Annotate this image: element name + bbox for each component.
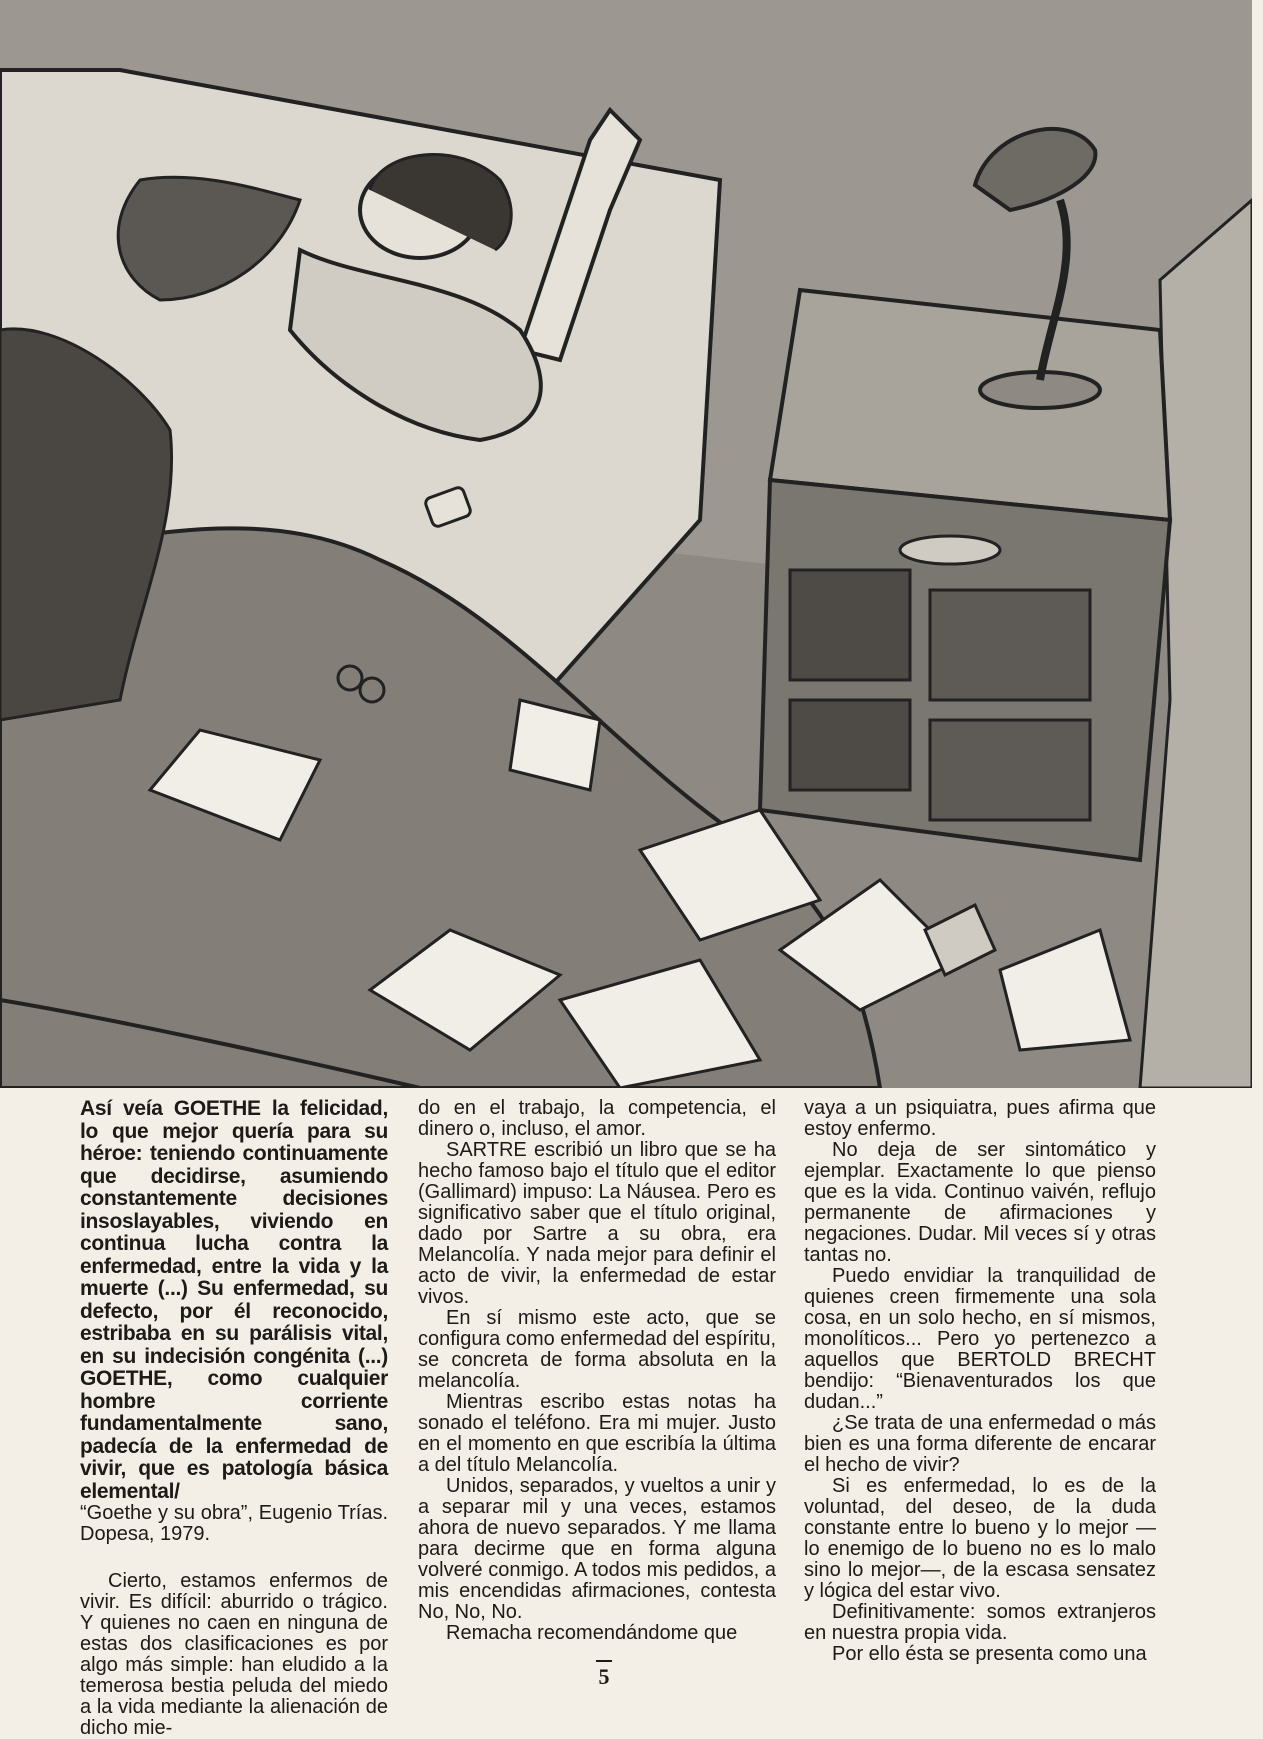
paragraph: vaya a un psiquiatra, pues afirma que estoy enfermo. [804, 1097, 1156, 1140]
column-1 [80, 1098, 388, 1739]
paragraph: Definitivamente: somos extranjeros en nuestra propia vida. [804, 1601, 1156, 1644]
paragraph: SARTRE escribió un libro que se ha hecho famoso bajo el título que el editor (Gallimard) impuso: La Náusea. Pero es significativo saber que el título original, dado por Sartre a su obra, era Melancolía. Y nada mejor para definir el acto de vivir, la enfermedad de estar vivos. [418, 1139, 776, 1308]
lead-paragraph: Así veía GOETHE la felicidad, lo que mejor quería para su héroe: teniendo continuamente que decidirse, asumiendo constantemente decisiones insoslayables, viviendo en continua lucha contra la enfermedad, entre la vida y la muerte (...) Su enfermedad, su defecto, por él reconocido, estribaba en su parálisis vital, en su indecisión congénita (...) GOETHE, como cualquier hombre corriente fundamentalmente sano, padecía de la enfermedad de vivir, que es patología básica elemental/ [80, 1097, 388, 1503]
quote-source: “Goethe y su obra”, Eugenio Trías. Dopesa, 1979. [80, 1502, 388, 1545]
paragraph: En sí mismo este acto, que se configura como enfermedad del espíritu, se concreta de forma absoluta en la melancolía. [418, 1307, 776, 1392]
paragraph: Por ello ésta se presenta como una [832, 1643, 1147, 1665]
page-number [589, 1660, 619, 1690]
paragraph: do en el trabajo, la competencia, el dinero o, incluso, el amor. [418, 1097, 776, 1140]
paragraph: Remacha recomendándome que [446, 1622, 738, 1644]
paragraph: Si es enfermedad, lo es de la voluntad, del deseo, de la duda constante entre lo bueno y lo mejor —lo enemigo de lo bueno no es lo malo sino lo mejor—, de la escasa sensatez y lógica del estar vivo. [804, 1475, 1156, 1602]
paragraph: Mientras escribo estas notas ha sonado el teléfono. Era mi mujer. Justo en el momento en que escribía la última a del título Melancolía. [418, 1391, 776, 1476]
paragraph: No deja de ser sintomático y ejemplar. Exactamente lo que pienso que es la vida. Continuo vaivén, reflujo permanente de afirmaciones y negaciones. Dudar. Mil veces sí y otras tantas no. [804, 1139, 1156, 1266]
page-number-rule [596, 1660, 612, 1662]
paragraph: ¿Se trata de una enfermedad o más bien es una forma diferente de encarar el hecho de vivir? [804, 1412, 1156, 1476]
column-2 [418, 1098, 776, 1644]
paragraph: Puedo envidiar la tranquilidad de quienes creen firmemente una sola cosa, en un solo hecho, en sí mismos, monolíticos... Pero yo pertenezco a aquellos que BERTOLD BRECHT bendijo: “Bienaventurados los que dudan...” [804, 1265, 1156, 1413]
paragraph: Unidos, separados, y vueltos a unir y a separar mil y una veces, estamos ahora de nuevo separados. Y me llama para decirme que en forma alguna volveré conmigo. A todos mis pedidos, a mis encendidas afirmaciones, contesta No, No, No. [418, 1475, 776, 1623]
page-number-text: 5 [598, 1664, 610, 1689]
paragraph: Cierto, estamos enfermos de vivir. Es difícil: aburrido o trágico. Y quienes no caen en ninguna de estas dos clasificaciones es por algo más simple: han eludido a la temerosa bestia peluda del miedo a la vida mediante la alienación de dicho mie- [80, 1570, 388, 1739]
column-3 [804, 1098, 1156, 1665]
